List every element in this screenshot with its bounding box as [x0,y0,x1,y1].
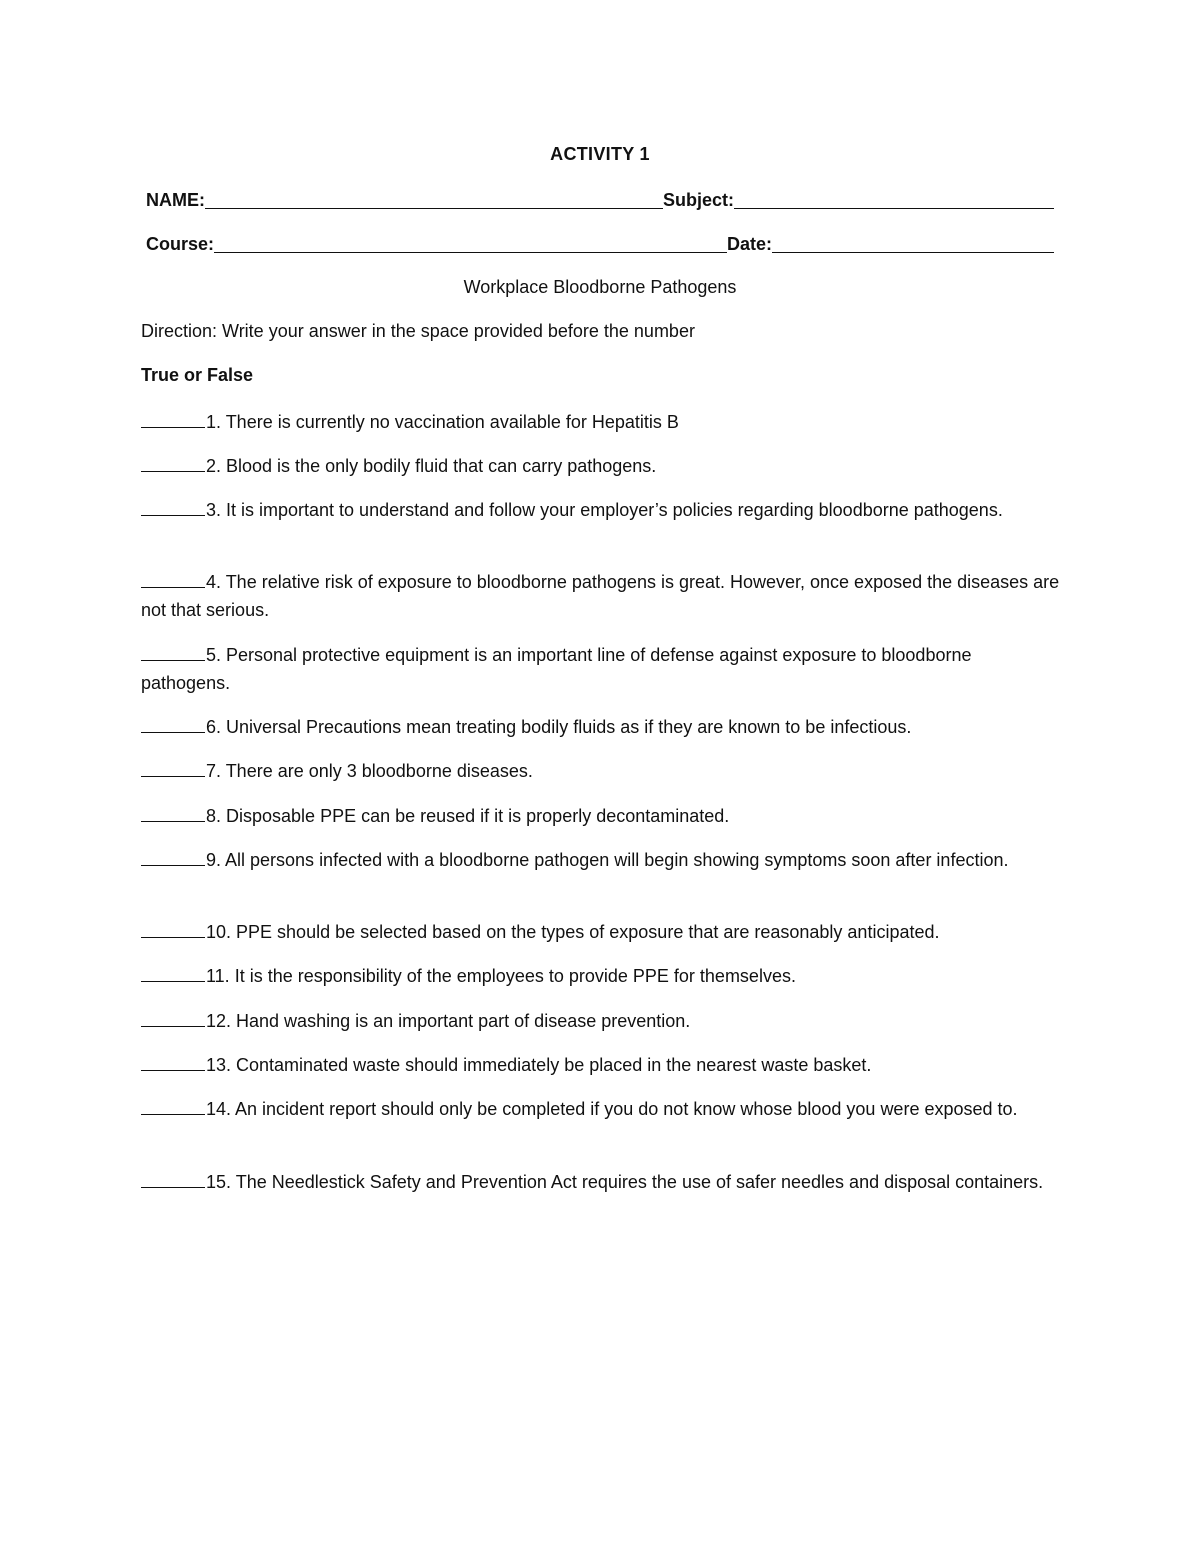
course-label: Course: [146,234,215,254]
question-text: 8. Disposable PPE can be reused if it is properly decontaminated. [206,806,730,826]
answer-blank[interactable] [141,849,205,866]
question-item [141,408,1061,436]
answer-blank[interactable] [141,1171,205,1188]
answer-blank[interactable] [141,921,205,938]
question-item [141,1051,1061,1079]
date-field[interactable] [772,232,1054,253]
answer-blank[interactable] [141,571,205,588]
page-title: ACTIVITY 1 [550,144,650,164]
question-text: 14. An incident report should only be completed if you do not know whose blood you were exposed to. [206,1099,1018,1119]
worksheet-subtitle: Workplace Bloodborne Pathogens [463,277,737,297]
question-item [141,1168,1061,1196]
question-item [141,1095,1061,1123]
name-subject-row [146,188,1054,211]
question-item [141,918,1061,946]
question-text: 11. It is the responsibility of the employees to provide PPE for themselves. [206,966,796,986]
question-item [141,641,1061,697]
name-label: NAME: [146,190,205,210]
question-text: 4. The relative risk of exposure to bloodborne pathogens is great. However, once exposed the diseases are not that serious. [141,572,1060,620]
course-date-row [146,232,1054,255]
question-text: 10. PPE should be selected based on the types of exposure that are reasonably anticipated. [206,922,940,942]
course-field[interactable] [214,232,727,253]
section-heading: True or False [141,365,254,385]
question-item [141,802,1061,830]
date-label: Date: [727,234,773,254]
answer-blank[interactable] [141,716,205,733]
question-item [141,568,1061,624]
answer-blank[interactable] [141,965,205,982]
answer-blank[interactable] [141,1010,205,1027]
question-text: 2. Blood is the only bodily fluid that can carry pathogens. [206,456,657,476]
question-text: 9. All persons infected with a bloodborne pathogen will begin showing symptoms soon after infection. [206,850,1009,870]
question-item [141,496,1061,524]
answer-blank[interactable] [141,760,205,777]
answer-blank[interactable] [141,1054,205,1071]
name-field[interactable] [205,188,663,209]
answer-blank[interactable] [141,411,205,428]
question-text: 15. The Needlestick Safety and Prevention Act requires the use of safer needles and disposal containers. [206,1172,1044,1192]
question-text: 5. Personal protective equipment is an important line of defense against exposure to bloodborne pathogens. [141,645,972,693]
subject-label: Subject: [663,190,735,210]
answer-blank[interactable] [141,644,205,661]
question-item [141,846,1061,874]
answer-blank[interactable] [141,1098,205,1115]
question-item [141,452,1061,480]
question-text: 1. There is currently no vaccination available for Hepatitis B [206,412,679,432]
direction-text: Direction: Write your answer in the space provided before the number [141,321,695,341]
answer-blank[interactable] [141,455,205,472]
question-text: 12. Hand washing is an important part of disease prevention. [206,1011,691,1031]
question-item [141,713,1061,741]
answer-blank[interactable] [141,499,205,516]
subject-field[interactable] [734,188,1054,209]
question-item [141,757,1061,785]
answer-blank[interactable] [141,805,205,822]
question-text: 7. There are only 3 bloodborne diseases. [206,761,533,781]
question-item [141,962,1061,990]
question-text: 6. Universal Precautions mean treating bodily fluids as if they are known to be infectious. [206,717,912,737]
question-item [141,1007,1061,1035]
question-text: 13. Contaminated waste should immediately be placed in the nearest waste basket. [206,1055,872,1075]
question-text: 3. It is important to understand and follow your employer’s policies regarding bloodborne pathogens. [206,500,1003,520]
